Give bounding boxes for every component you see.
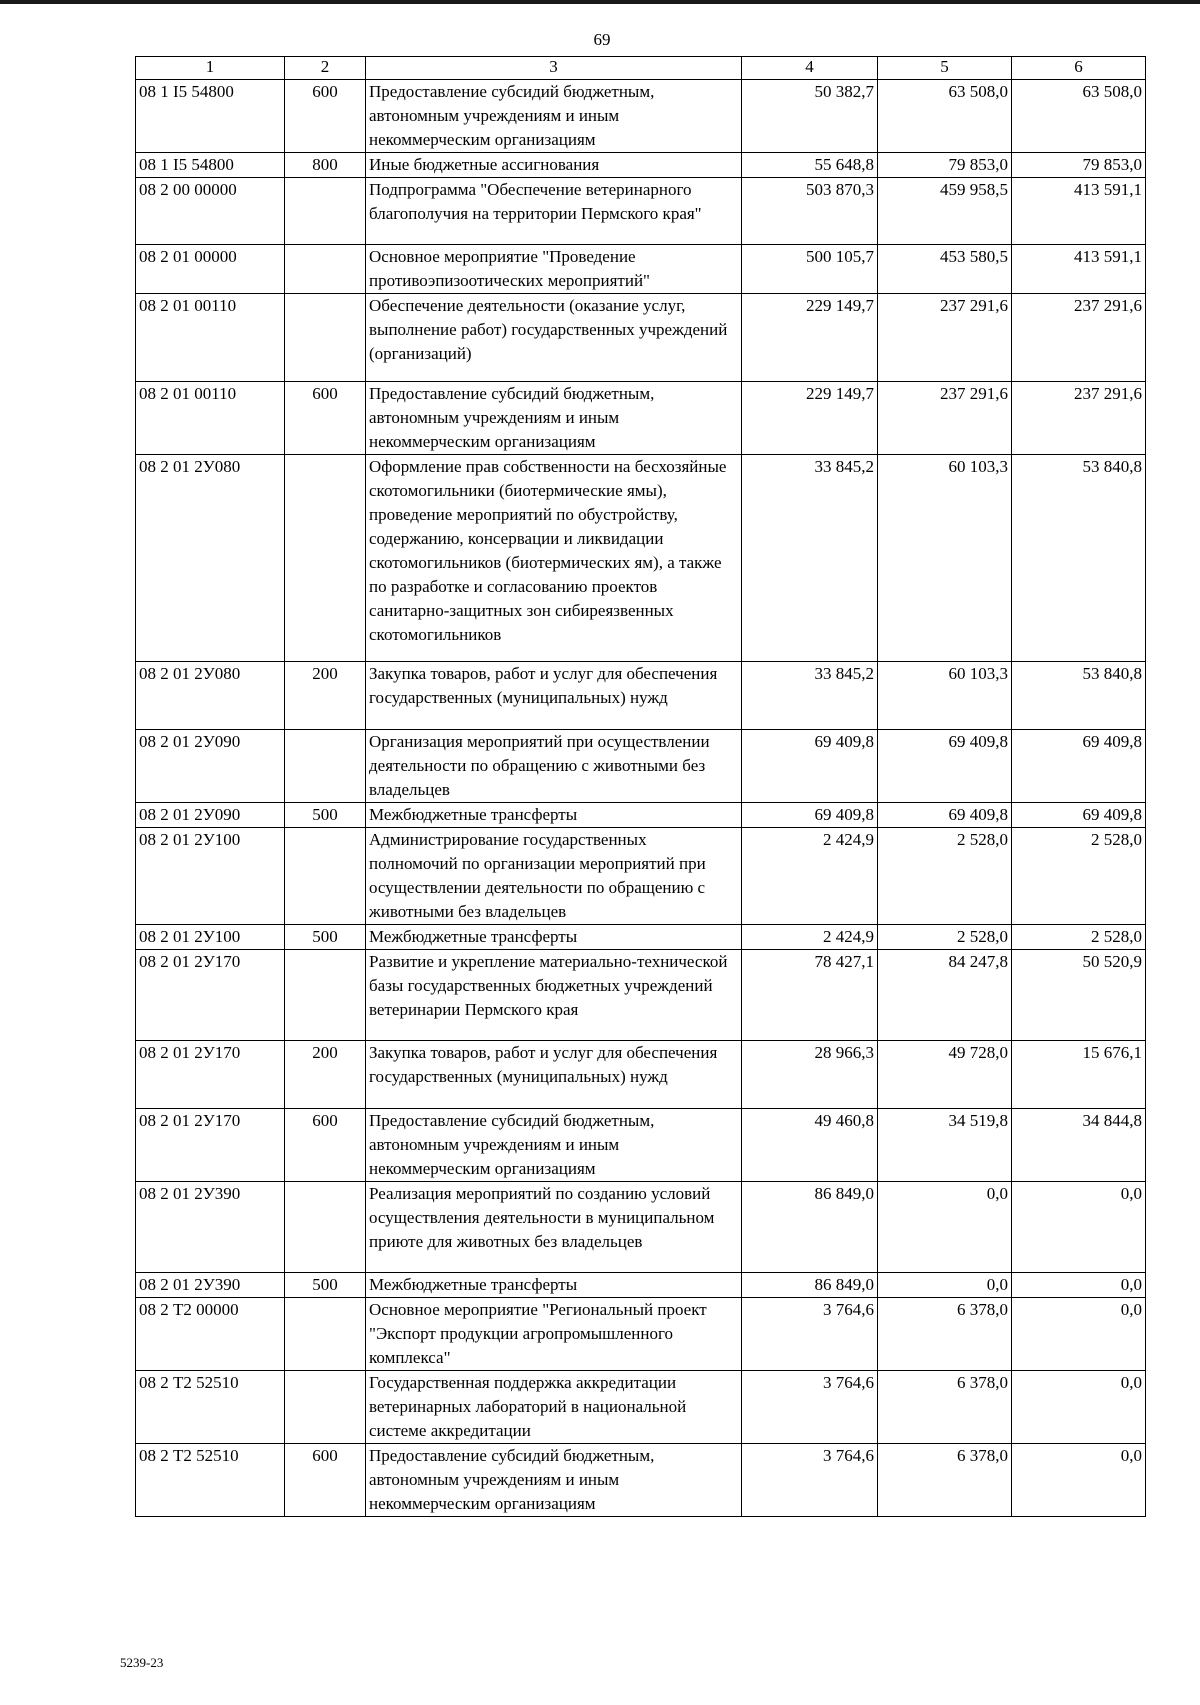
row-value-col6: 0,0 <box>1012 1371 1146 1444</box>
row-expense-type: 800 <box>285 153 366 178</box>
row-value-col4: 86 849,0 <box>742 1182 878 1273</box>
table-row <box>136 153 1146 178</box>
table-row <box>136 1298 1146 1371</box>
row-value-col5: 0,0 <box>878 1273 1012 1298</box>
row-value-col5: 60 103,3 <box>878 662 1012 730</box>
row-expense-type: 500 <box>285 1273 366 1298</box>
row-name: Предоставление субсидий бюджетным, автономным учреждениям и иным некоммерческим организациям <box>366 382 742 455</box>
page-number: 69 <box>593 30 611 49</box>
row-expense-type <box>285 1298 366 1371</box>
row-value-col6: 69 409,8 <box>1012 730 1146 803</box>
header-row <box>136 57 1146 80</box>
table-row <box>136 382 1146 455</box>
row-code: 08 2 Т2 00000 <box>136 1298 285 1371</box>
row-expense-type <box>285 178 366 245</box>
row-value-col5: 69 409,8 <box>878 730 1012 803</box>
row-value-col4: 3 764,6 <box>742 1371 878 1444</box>
table-row <box>136 455 1146 662</box>
row-value-col6: 15 676,1 <box>1012 1041 1146 1109</box>
row-value-col6: 413 591,1 <box>1012 245 1146 294</box>
row-value-col5: 49 728,0 <box>878 1041 1012 1109</box>
column-header: 5 <box>878 57 1012 80</box>
row-value-col5: 2 528,0 <box>878 925 1012 950</box>
row-value-col5: 63 508,0 <box>878 80 1012 153</box>
row-code: 08 2 01 2У090 <box>136 730 285 803</box>
row-value-col4: 503 870,3 <box>742 178 878 245</box>
row-value-col5: 2 528,0 <box>878 828 1012 925</box>
row-value-col5: 79 853,0 <box>878 153 1012 178</box>
row-name: Администрирование государственных полномочий по организации мероприятий при осуществлении деятельности по обращению с животными без владельцев <box>366 828 742 925</box>
table-row <box>136 1371 1146 1444</box>
row-name: Обеспечение деятельности (оказание услуг, выполнение работ) государственных учреждений (организаций) <box>366 294 742 382</box>
row-value-col5: 459 958,5 <box>878 178 1012 245</box>
row-value-col6: 0,0 <box>1012 1298 1146 1371</box>
row-expense-type: 600 <box>285 80 366 153</box>
table-row <box>136 1109 1146 1182</box>
row-expense-type: 600 <box>285 1109 366 1182</box>
row-expense-type <box>285 245 366 294</box>
row-value-col4: 33 845,2 <box>742 662 878 730</box>
row-name: Подпрограмма "Обеспечение ветеринарного благополучия на территории Пермского края" <box>366 178 742 245</box>
row-expense-type: 500 <box>285 803 366 828</box>
row-value-col5: 60 103,3 <box>878 455 1012 662</box>
row-value-col5: 6 378,0 <box>878 1444 1012 1517</box>
row-code: 08 2 01 00110 <box>136 382 285 455</box>
row-expense-type: 600 <box>285 382 366 455</box>
row-value-col6: 237 291,6 <box>1012 294 1146 382</box>
row-code: 08 1 I5 54800 <box>136 153 285 178</box>
row-value-col5: 6 378,0 <box>878 1371 1012 1444</box>
row-value-col6: 0,0 <box>1012 1182 1146 1273</box>
row-code: 08 2 01 2У090 <box>136 803 285 828</box>
table-row <box>136 803 1146 828</box>
row-value-col4: 229 149,7 <box>742 382 878 455</box>
row-code: 08 2 01 00000 <box>136 245 285 294</box>
row-name: Иные бюджетные ассигнования <box>366 153 742 178</box>
column-header: 4 <box>742 57 878 80</box>
table-row <box>136 662 1146 730</box>
row-value-col6: 53 840,8 <box>1012 455 1146 662</box>
row-value-col5: 237 291,6 <box>878 294 1012 382</box>
row-name: Развитие и укрепление материально-технической базы государственных бюджетных учреждений ветеринарии Пермского края <box>366 950 742 1041</box>
row-value-col6: 0,0 <box>1012 1444 1146 1517</box>
row-name: Оформление прав собственности на бесхозяйные скотомогильники (биотермические ямы), проведение мероприятий по обустройству, содержанию, консервации и ликвидации скотомогильников (биотермических ям), а также по разработке и согласованию проектов санитарно-защитных зон сибиреязвенных скотомогильников <box>366 455 742 662</box>
row-code: 08 1 I5 54800 <box>136 80 285 153</box>
row-value-col4: 33 845,2 <box>742 455 878 662</box>
row-value-col5: 453 580,5 <box>878 245 1012 294</box>
row-expense-type <box>285 950 366 1041</box>
row-value-col5: 84 247,8 <box>878 950 1012 1041</box>
row-name: Межбюджетные трансферты <box>366 1273 742 1298</box>
row-code: 08 2 01 2У390 <box>136 1182 285 1273</box>
table-row <box>136 294 1146 382</box>
scan-top-edge <box>0 0 1200 4</box>
row-name: Основное мероприятие "Проведение противоэпизоотических мероприятий" <box>366 245 742 294</box>
document-code: 5239-23 <box>120 1655 164 1670</box>
row-value-col5: 237 291,6 <box>878 382 1012 455</box>
row-value-col4: 3 764,6 <box>742 1444 878 1517</box>
row-value-col4: 69 409,8 <box>742 730 878 803</box>
table-row <box>136 828 1146 925</box>
row-expense-type: 600 <box>285 1444 366 1517</box>
row-value-col4: 49 460,8 <box>742 1109 878 1182</box>
row-value-col5: 69 409,8 <box>878 803 1012 828</box>
row-value-col4: 50 382,7 <box>742 80 878 153</box>
row-code: 08 2 01 2У170 <box>136 1109 285 1182</box>
row-code: 08 2 01 00110 <box>136 294 285 382</box>
table-row <box>136 950 1146 1041</box>
row-value-col5: 34 519,8 <box>878 1109 1012 1182</box>
row-value-col5: 0,0 <box>878 1182 1012 1273</box>
table-row <box>136 1041 1146 1109</box>
row-value-col6: 0,0 <box>1012 1273 1146 1298</box>
row-code: 08 2 01 2У080 <box>136 455 285 662</box>
row-name: Государственная поддержка аккредитации ветеринарных лабораторий в национальной системе аккредитации <box>366 1371 742 1444</box>
table-row <box>136 1182 1146 1273</box>
table-row <box>136 730 1146 803</box>
row-code: 08 2 Т2 52510 <box>136 1371 285 1444</box>
row-value-col6: 69 409,8 <box>1012 803 1146 828</box>
row-expense-type: 200 <box>285 662 366 730</box>
row-expense-type: 200 <box>285 1041 366 1109</box>
row-value-col4: 500 105,7 <box>742 245 878 294</box>
row-code: 08 2 Т2 52510 <box>136 1444 285 1517</box>
row-code: 08 2 01 2У100 <box>136 828 285 925</box>
row-expense-type <box>285 730 366 803</box>
row-value-col4: 28 966,3 <box>742 1041 878 1109</box>
row-value-col4: 78 427,1 <box>742 950 878 1041</box>
row-code: 08 2 00 00000 <box>136 178 285 245</box>
row-value-col4: 3 764,6 <box>742 1298 878 1371</box>
column-header: 1 <box>136 57 285 80</box>
table-row <box>136 1444 1146 1517</box>
row-name: Основное мероприятие "Региональный проект "Экспорт продукции агропромышленного комплекса" <box>366 1298 742 1371</box>
row-value-col6: 53 840,8 <box>1012 662 1146 730</box>
row-name: Реализация мероприятий по созданию условий осуществления деятельности в муниципальном приюте для животных без владельцев <box>366 1182 742 1273</box>
row-name: Предоставление субсидий бюджетным, автономным учреждениям и иным некоммерческим организациям <box>366 1109 742 1182</box>
row-code: 08 2 01 2У170 <box>136 950 285 1041</box>
row-name: Закупка товаров, работ и услуг для обеспечения государственных (муниципальных) нужд <box>366 1041 742 1109</box>
row-name: Предоставление субсидий бюджетным, автономным учреждениям и иным некоммерческим организациям <box>366 1444 742 1517</box>
row-value-col4: 229 149,7 <box>742 294 878 382</box>
row-value-col6: 413 591,1 <box>1012 178 1146 245</box>
row-value-col4: 86 849,0 <box>742 1273 878 1298</box>
column-header: 6 <box>1012 57 1146 80</box>
row-expense-type: 500 <box>285 925 366 950</box>
row-expense-type <box>285 828 366 925</box>
column-header: 3 <box>366 57 742 80</box>
table-row <box>136 925 1146 950</box>
row-value-col6: 2 528,0 <box>1012 925 1146 950</box>
row-name: Закупка товаров, работ и услуг для обеспечения государственных (муниципальных) нужд <box>366 662 742 730</box>
row-name: Организация мероприятий при осуществлении деятельности по обращению с животными без владельцев <box>366 730 742 803</box>
row-value-col4: 69 409,8 <box>742 803 878 828</box>
row-value-col6: 2 528,0 <box>1012 828 1146 925</box>
row-value-col4: 2 424,9 <box>742 828 878 925</box>
row-value-col4: 55 648,8 <box>742 153 878 178</box>
row-value-col6: 79 853,0 <box>1012 153 1146 178</box>
row-expense-type <box>285 1182 366 1273</box>
table-row <box>136 245 1146 294</box>
budget-table <box>135 56 1146 1517</box>
row-code: 08 2 01 2У080 <box>136 662 285 730</box>
row-code: 08 2 01 2У390 <box>136 1273 285 1298</box>
row-value-col5: 6 378,0 <box>878 1298 1012 1371</box>
table-row <box>136 178 1146 245</box>
column-header: 2 <box>285 57 366 80</box>
table-row <box>136 80 1146 153</box>
table-row <box>136 1273 1146 1298</box>
row-value-col6: 50 520,9 <box>1012 950 1146 1041</box>
row-value-col6: 63 508,0 <box>1012 80 1146 153</box>
row-expense-type <box>285 455 366 662</box>
row-value-col6: 237 291,6 <box>1012 382 1146 455</box>
row-expense-type <box>285 294 366 382</box>
row-value-col4: 2 424,9 <box>742 925 878 950</box>
row-code: 08 2 01 2У170 <box>136 1041 285 1109</box>
row-value-col6: 34 844,8 <box>1012 1109 1146 1182</box>
row-name: Межбюджетные трансферты <box>366 803 742 828</box>
row-name: Межбюджетные трансферты <box>366 925 742 950</box>
row-name: Предоставление субсидий бюджетным, автономным учреждениям и иным некоммерческим организациям <box>366 80 742 153</box>
row-code: 08 2 01 2У100 <box>136 925 285 950</box>
row-expense-type <box>285 1371 366 1444</box>
